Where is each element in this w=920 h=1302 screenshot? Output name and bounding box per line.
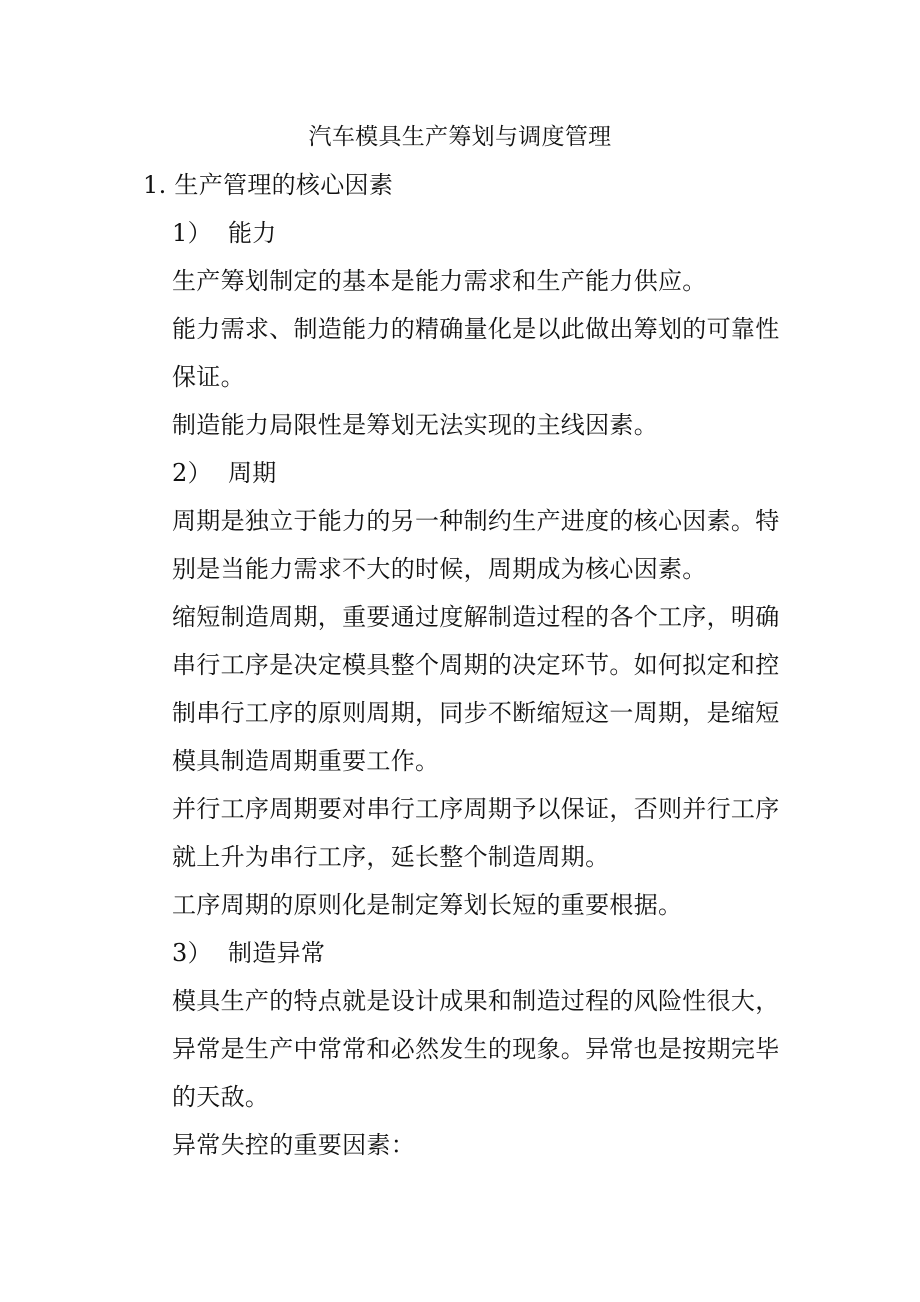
subheading-capacity: [172, 219, 277, 247]
paragraph-line: 生产筹划制定的基本是能力需求和生产能力供应。: [172, 267, 707, 295]
subheading-number: 3）: [172, 939, 212, 967]
subheading-label: 制造异常: [228, 939, 326, 967]
subheading-number: 1）: [172, 219, 212, 247]
subheading-number: 2）: [172, 459, 212, 487]
paragraph-line: 模具制造周期重要工作。: [172, 747, 440, 775]
paragraph-line: 别是当能力需求不大的时候，周期成为核心因素。: [172, 555, 707, 583]
paragraph-line: 就上升为串行工序，延长整个制造周期。: [172, 843, 610, 871]
paragraph-line: 异常是生产中常常和必然发生的现象。异常也是按期完毕: [172, 1035, 780, 1063]
paragraph-line: 缩短制造周期，重要通过度解制造过程的各个工序，明确: [172, 603, 780, 631]
document-title: 汽车模具生产筹划与调度管理: [308, 124, 612, 150]
subheading-label: 能力: [228, 219, 277, 247]
paragraph-line: 保证。: [172, 363, 245, 391]
paragraph-line: 的天敌。: [172, 1083, 270, 1111]
paragraph-line: 串行工序是决定模具整个周期的决定环节。如何拟定和控: [172, 651, 780, 679]
subheading-label: 周期: [228, 459, 277, 487]
section-heading: 1. 生产管理的核心因素: [143, 171, 394, 199]
subheading-anomaly: [172, 939, 325, 967]
paragraph-line: 制串行工序的原则周期，同步不断缩短这一周期，是缩短: [172, 699, 780, 727]
paragraph-line: 制造能力局限性是筹划无法实现的主线因素。: [172, 411, 658, 439]
subheading-cycle: [172, 459, 277, 487]
paragraph-line: 异常失控的重要因素：: [172, 1131, 415, 1159]
paragraph-line: 工序周期的原则化是制定筹划长短的重要根据。: [172, 891, 683, 919]
paragraph-line: 模具生产的特点就是设计成果和制造过程的风险性很大，: [172, 987, 780, 1015]
paragraph-line: 周期是独立于能力的另一种制约生产进度的核心因素。特: [172, 507, 780, 535]
paragraph-line: 能力需求、制造能力的精确量化是以此做出筹划的可靠性: [172, 315, 780, 343]
paragraph-line: 并行工序周期要对串行工序周期予以保证，否则并行工序: [172, 795, 780, 823]
